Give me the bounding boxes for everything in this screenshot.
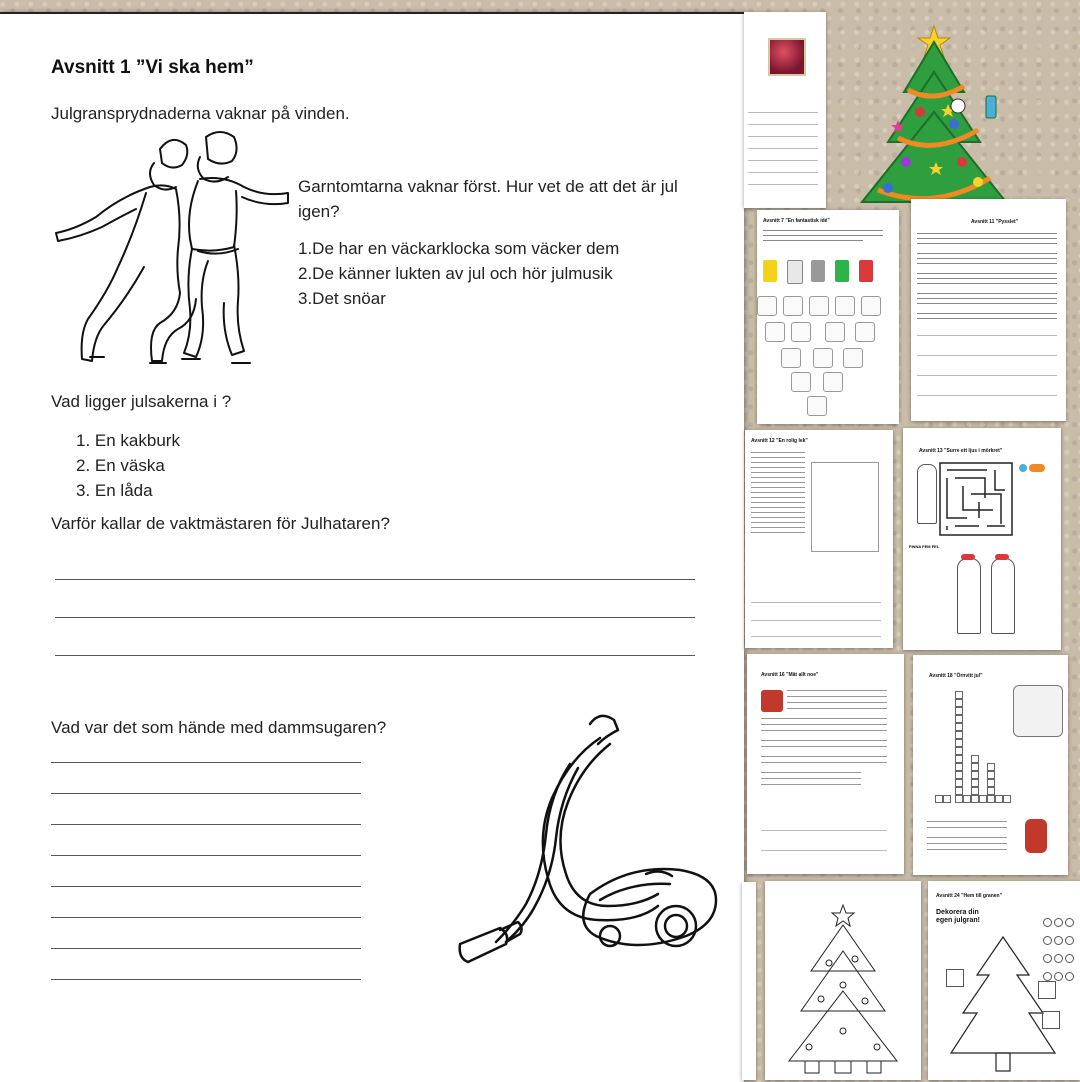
option-3: 3. En låda: [76, 481, 153, 500]
answer-line[interactable]: [51, 762, 361, 763]
answer-line[interactable]: [55, 617, 695, 618]
question-3-text: Varför kallar de vaktmästaren för Julhataren?: [51, 514, 390, 533]
page-title: Avsnitt 1 ”Vi ska hem”: [51, 57, 254, 78]
thumb-title: Avsnitt 13 "Surre ett ljus i mörkret": [919, 448, 1003, 454]
option-1: 1. En kakburk: [76, 431, 180, 450]
gift-icon: [761, 690, 783, 712]
thumb-title: Avsnitt 16 "Mät allt noe": [761, 672, 819, 678]
question-2-text: Vad ligger julsakerna i ?: [51, 392, 232, 411]
vacuum-cleaner-illustration: [450, 704, 720, 994]
thumb-title: Avsnitt 12 "En rolig lek": [751, 438, 808, 444]
worksheet-page: [0, 12, 744, 1082]
christmas-tree-coloring-icon: [785, 901, 901, 1077]
bin-icon: [763, 260, 777, 282]
answer-line[interactable]: [51, 948, 361, 949]
thumbnail-page-1[interactable]: [744, 12, 826, 208]
answer-line[interactable]: [51, 886, 361, 887]
option-2: 2.De känner lukten av jul och hör julmusik: [298, 264, 613, 283]
thumbnail-page-6[interactable]: [747, 654, 904, 874]
question-1: [298, 174, 678, 224]
answer-line[interactable]: [51, 855, 361, 856]
bin-icon: [787, 260, 803, 284]
thumbnail-page-7[interactable]: [913, 655, 1068, 875]
thumb-title: Avsnitt 7 "En fantastisk idé": [763, 218, 830, 224]
ornament-icon: [768, 38, 806, 76]
skaters-illustration: [50, 127, 290, 377]
option-3: 3.Det snöar: [298, 289, 386, 308]
answer-line[interactable]: [51, 793, 361, 794]
answer-line[interactable]: [55, 655, 695, 656]
thumb-heading: Dekorera din egen julgran!: [936, 909, 980, 924]
maze-illustration: [939, 462, 1013, 536]
answer-line[interactable]: [55, 579, 695, 580]
thumb-title: Avsnitt 24 "Hem till granen": [936, 893, 1002, 899]
page-subtitle: Julgransprydnaderna vaknar på vinden.: [51, 104, 350, 123]
option-2: 2. En väska: [76, 456, 165, 475]
bin-icon: [835, 260, 849, 282]
thumbnail-page-edge: [742, 882, 756, 1080]
thumbnail-page-9[interactable]: [928, 881, 1080, 1080]
bin-icon: [811, 260, 825, 282]
question-1-text: Garntomtarna vaknar först. Hur vet de att det är jul igen?: [298, 177, 678, 221]
answer-line[interactable]: [51, 979, 361, 980]
thumb-title: Avsnitt 18 "Örnvitt jul": [929, 673, 983, 679]
answer-line[interactable]: [51, 917, 361, 918]
question-2-options: [76, 428, 180, 503]
thumb-caption: FINNA FEM FEL: [909, 544, 940, 549]
answer-line[interactable]: [51, 824, 361, 825]
thumbnail-page-5[interactable]: [903, 428, 1061, 650]
bin-icon: [859, 260, 873, 282]
thumbnail-page-3[interactable]: [911, 199, 1066, 421]
question-4-text: Vad var det som hände med dammsugaren?: [51, 718, 387, 737]
thumbnail-page-2[interactable]: [757, 210, 899, 424]
thumbnail-page-4[interactable]: [745, 430, 893, 648]
thumb-title: Avsnitt 11 "Pysslet": [971, 219, 1019, 225]
question-1-options: [298, 236, 619, 311]
thumbnail-page-8[interactable]: [765, 881, 921, 1080]
option-1: 1.De har en väckarklocka som väcker dem: [298, 239, 620, 258]
